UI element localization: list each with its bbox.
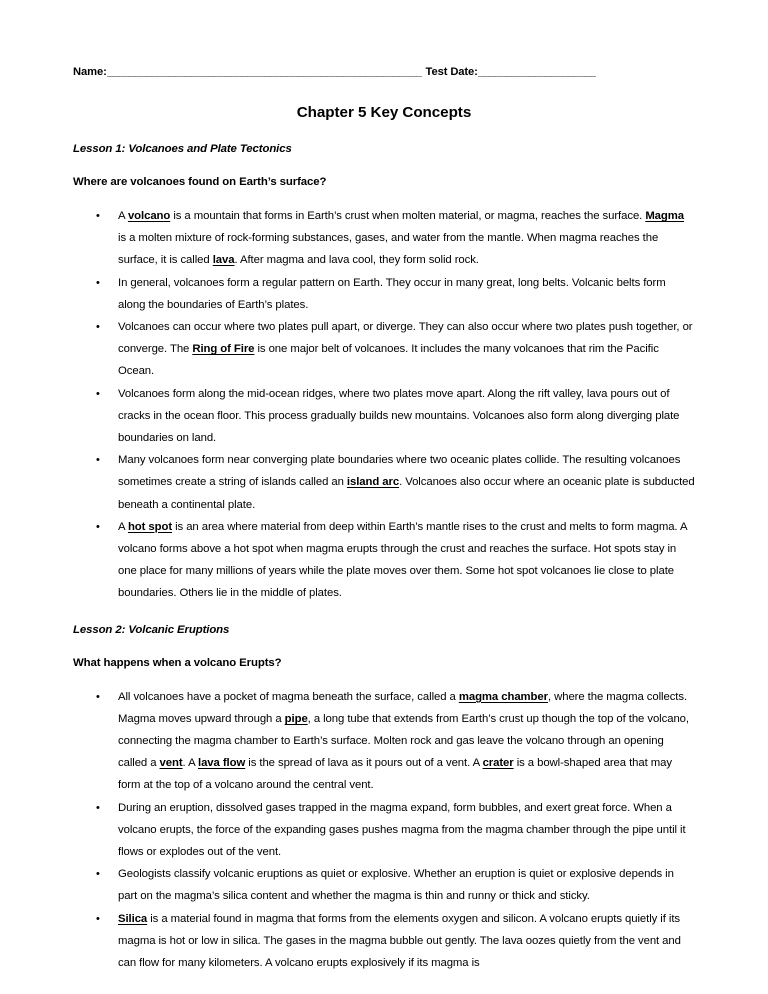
body-text: Volcanoes form along the mid-ocean ridges, where two plates move apart. Along the rift valley, lava pours out of cracks in the ocean floor. This process gradually builds new mountains. Volcanoes also form along diverging plate boundaries on land.	[118, 387, 680, 445]
key-term: hot spot	[127, 520, 173, 533]
bullet-quiet-or-explosive	[73, 863, 695, 907]
bullet-icon: •	[96, 387, 100, 400]
body-text: is an area where material from deep within Earth’s mantle rises to the crust and melts to form magma. A volcano forms above a hot spot when magma erupts through the crust and reaches the surface. Hot spots stay in one place for many millions of years while the plate moves over them. Some hot spot volcanoes lie close to plate boundaries. Others lie in the middle of plates.	[118, 520, 687, 600]
key-term: magma chamber	[458, 690, 548, 703]
bullet-icon: •	[96, 912, 100, 925]
bullet-silica	[73, 908, 695, 975]
key-term: pipe	[284, 712, 308, 725]
bullet-island-arc	[73, 449, 695, 516]
key-concepts-list	[73, 686, 695, 975]
bullet-icon: •	[96, 454, 100, 467]
page-title: Chapter 5 Key Concepts	[296, 104, 472, 121]
bullet-icon: •	[96, 801, 100, 814]
bullet-icon: •	[96, 276, 100, 289]
bullet-volcanic-belts	[73, 272, 695, 316]
lesson-heading: Lesson 2: Volcanic Eruptions	[73, 623, 230, 636]
body-text: All volcanoes have a pocket of magma beneath the surface, called a	[118, 690, 459, 703]
body-text: In general, volcanoes form a regular pattern on Earth. They occur in many great, long belts. Volcanic belts form along the boundaries of Earth’s plates.	[118, 276, 666, 311]
lesson-heading: Lesson 1: Volcanoes and Plate Tectonics	[73, 143, 292, 155]
key-term: lava	[212, 254, 235, 267]
body-text: is the spread of lava as it pours out of a vent. A	[245, 757, 483, 770]
key-term: crater	[482, 757, 514, 770]
body-text: is a mountain that forms in Earth’s crust when molten material, or magma, reaches the surface.	[170, 210, 646, 222]
body-text: is a molten mixture of rock-forming substances, gases, and water from the mantle. When magma reaches the surface, it is called	[118, 232, 659, 267]
key-concepts-list	[73, 205, 695, 605]
bullet-icon: •	[96, 210, 100, 222]
body-text: Many volcanoes form near converging plate boundaries where two oceanic plates collide. The resulting volcanoes sometimes create a string of islands called an	[118, 454, 681, 489]
body-text: Geologists classify volcanic eruptions as quiet or explosive. Whether an eruption is quiet or explosive depends in part on the magma’s silica content and whether the magma is thin and runny or thick and sticky.	[118, 868, 674, 903]
bullet-icon: •	[96, 690, 100, 703]
key-term: Silica	[118, 912, 148, 925]
body-text: . After magma and lava cool, they form solid rock.	[234, 254, 479, 267]
body-text: Volcanoes can occur where two plates pull apart, or diverge. They can also occur where two plates push together, or converge. The	[118, 321, 693, 356]
key-term: Magma	[645, 210, 684, 222]
bullet-icon: •	[96, 868, 100, 881]
bullet-icon: •	[96, 520, 100, 533]
key-term: vent	[159, 757, 183, 770]
name-date-line	[73, 66, 695, 78]
name-label: Name:	[73, 66, 107, 78]
question-heading: Where are volcanoes found on Earth’s surface?	[73, 176, 327, 188]
test-date-label: Test Date:	[425, 66, 478, 78]
bullet-hot-spot	[73, 516, 695, 605]
body-text: is a material found in magma that forms from the elements oxygen and silicon. A volcano erupts quietly if its magma is hot or low in silica. The gases in the magma bubble out gently. The lava oozes quietly from the vent and can flow for many kilometers. A volcano erupts explosively if its magma is	[118, 912, 681, 970]
bullet-magma-chamber	[73, 686, 695, 797]
bullet-volcano-definition	[73, 205, 695, 272]
key-term: island arc	[346, 476, 400, 489]
body-text: , a long tube that extends from Earth’s crust up though the top of the volcano, connecting the magma chamber to Earth’s surface. Molten rock and gas leave the volcano through an opening called a	[118, 712, 689, 770]
name-blank-line[interactable]: ________________________________________________________	[106, 66, 422, 78]
body-text: . A	[182, 757, 198, 770]
test-date-blank-line[interactable]: _____________________	[477, 66, 596, 78]
body-text: During an eruption, dissolved gases trapped in the magma expand, form bubbles, and exert great force. When a volcano erupts, the force of the expanding gases pushes magma from the magma chamber through the pipe until it flows or explodes out of the vent.	[118, 801, 686, 859]
body-text: is a bowl-shaped area that may form at the top of a volcano around the central vent.	[118, 757, 672, 792]
key-term: volcano	[127, 210, 171, 222]
question-heading: What happens when a volcano Erupts?	[73, 656, 282, 669]
bullet-dissolved-gases	[73, 797, 695, 864]
body-text: A	[118, 210, 128, 222]
bullet-ring-of-fire	[73, 316, 695, 383]
body-text: , where the magma collects. Magma moves upward through a	[118, 690, 688, 725]
body-text: . Volcanoes also occur where an oceanic plate is subducted beneath a continental plate.	[118, 476, 695, 511]
body-text: A	[118, 520, 128, 533]
bullet-icon: •	[96, 321, 100, 334]
key-term: Ring of Fire	[192, 343, 255, 356]
key-term: lava flow	[198, 757, 246, 770]
document-body	[73, 143, 695, 974]
bullet-mid-ocean-ridges	[73, 383, 695, 450]
body-text: is one major belt of volcanoes. It includes the many volcanoes that rim the Pacific Ocean.	[118, 343, 659, 378]
